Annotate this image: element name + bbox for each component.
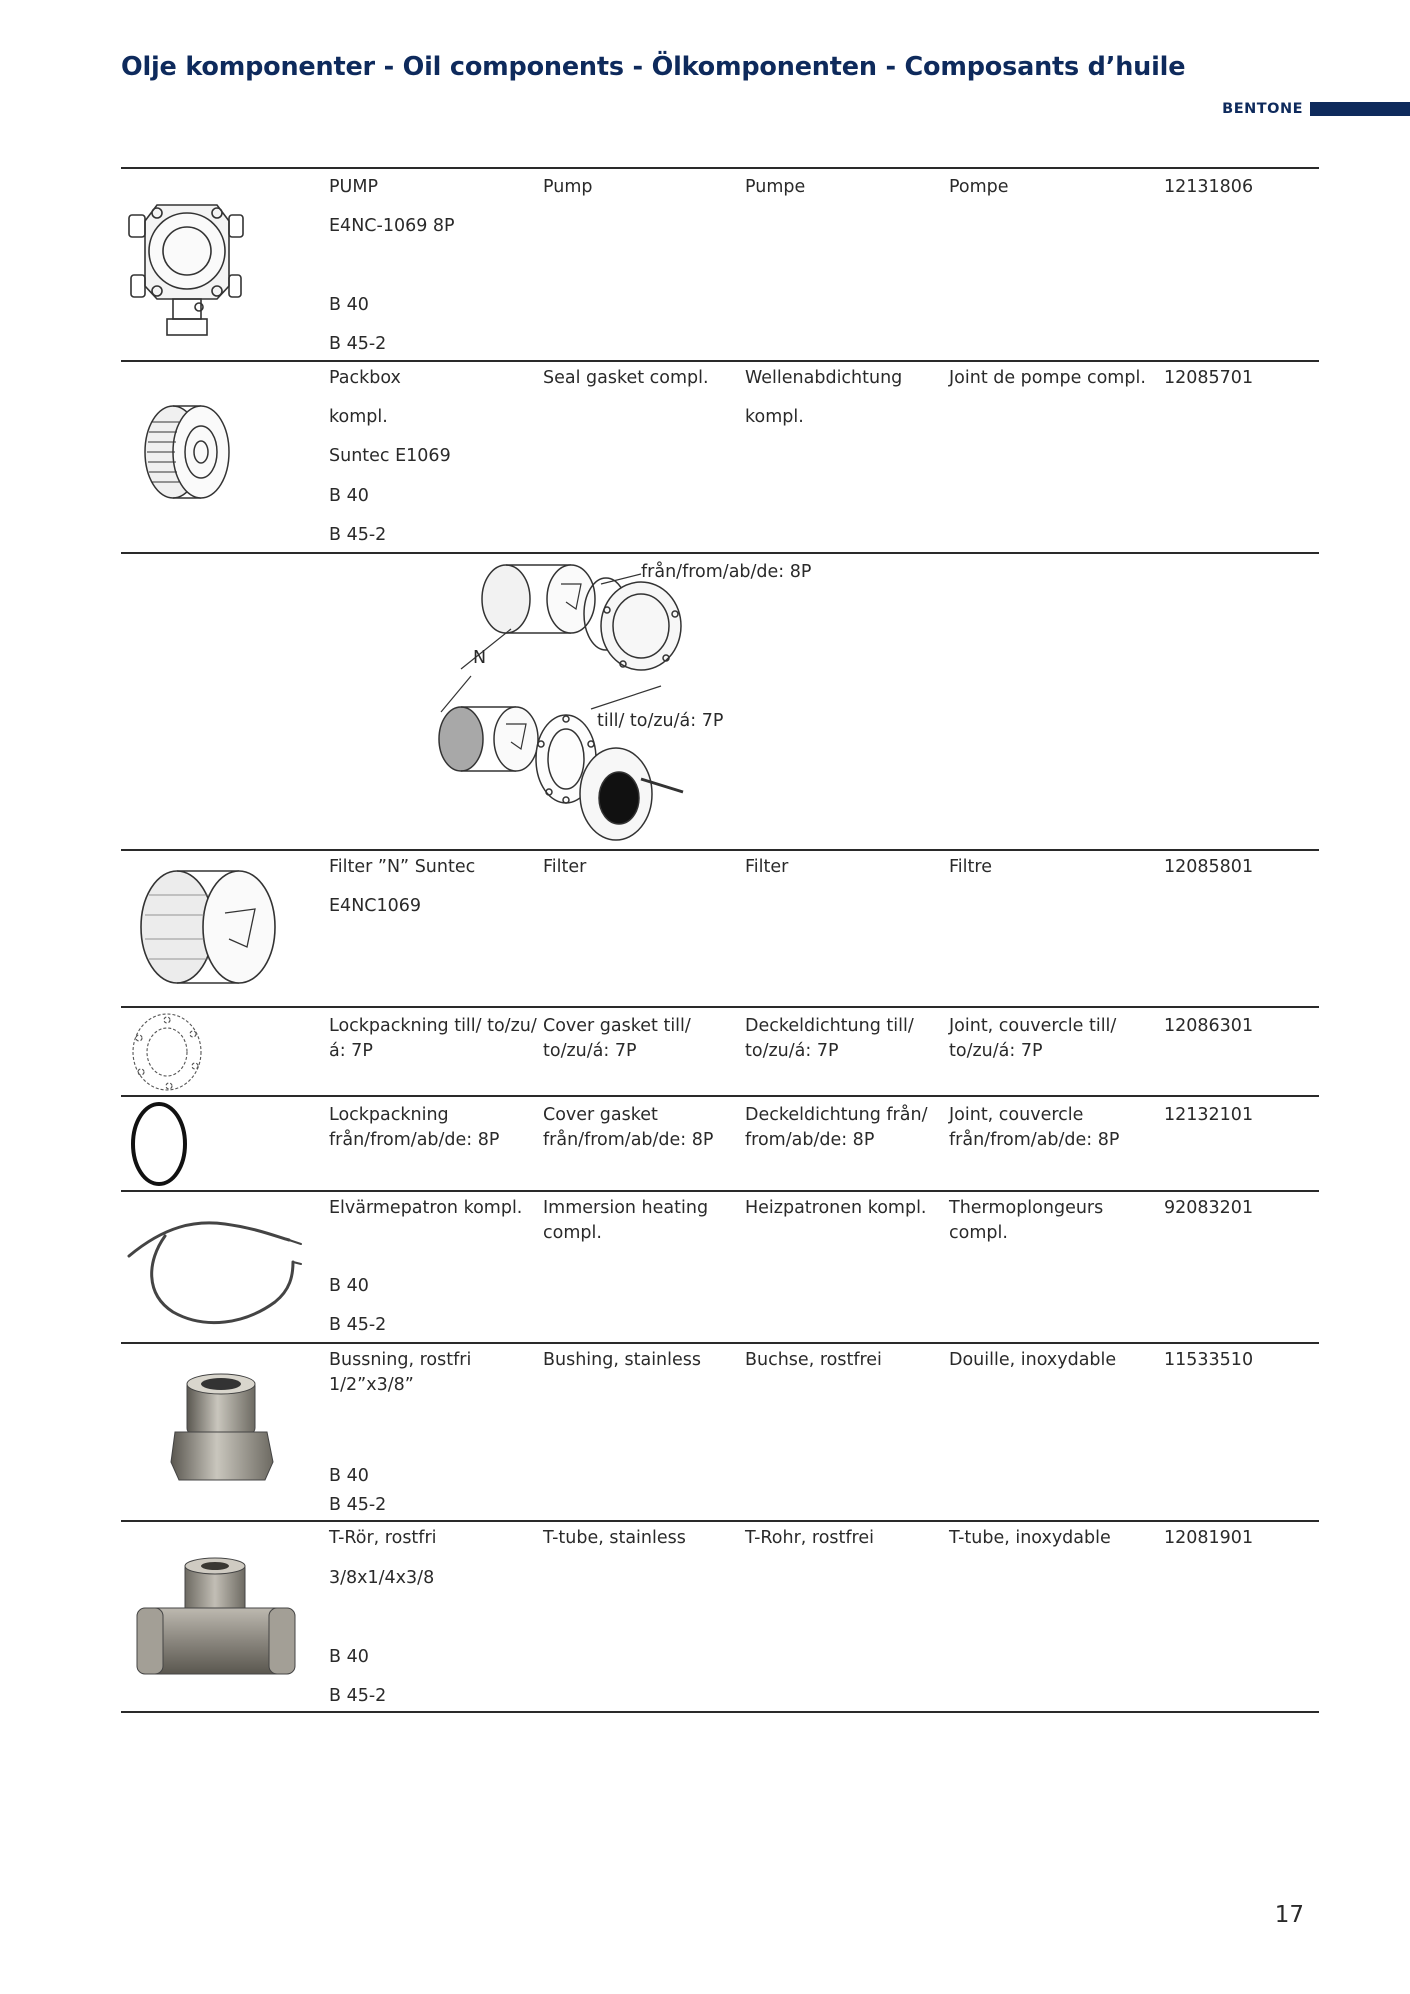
- swedish-name: Lockpackning från/from/ab/de: 8P: [329, 1105, 500, 1150]
- french-name: Joint de pompe compl.: [949, 368, 1146, 388]
- model-b40: B 40: [329, 486, 369, 506]
- swedish-name: Filter ”N” Suntec: [329, 857, 476, 877]
- brand-bar: [1310, 102, 1410, 116]
- model-b45: B 45-2: [329, 525, 387, 545]
- table-row: [121, 360, 1319, 552]
- article-number: 12086301: [1164, 1016, 1254, 1036]
- german-name: Deckeldichtung till/ to/zu/á: 7P: [745, 1016, 914, 1061]
- english-name: T-tube, stainless: [543, 1528, 686, 1548]
- model-b40: B 40: [329, 295, 369, 315]
- dimensions: 3/8x1/4x3/8: [329, 1568, 435, 1588]
- english-name: Bushing, stainless: [543, 1350, 702, 1370]
- german-name: Deckeldichtung från/ from/ab/de: 8P: [745, 1105, 928, 1150]
- table-row: [121, 1342, 1319, 1520]
- page-number: 17: [1274, 1902, 1304, 1928]
- brand-mark: [1222, 100, 1410, 117]
- english-name: Cover gasket från/from/ab/de: 8P: [543, 1105, 714, 1150]
- french-name: Douille, inoxydable: [949, 1350, 1117, 1370]
- model-number: E4NC1069: [329, 896, 422, 916]
- french-name: T-tube, inoxydable: [949, 1528, 1111, 1548]
- french-name: Filtre: [949, 857, 992, 877]
- article-number: 92083201: [1164, 1198, 1254, 1218]
- article-number: 12085801: [1164, 857, 1254, 877]
- german-name-2: kompl.: [745, 407, 804, 427]
- english-name: Pump: [543, 177, 593, 197]
- article-number: 12081901: [1164, 1528, 1254, 1548]
- swedish-name: Packbox: [329, 368, 401, 388]
- swedish-name: Elvärmepatron kompl.: [329, 1198, 523, 1218]
- model-number: Suntec E1069: [329, 446, 451, 466]
- model-number: E4NC-1069 8P: [329, 216, 455, 236]
- swedish-name: Lockpackning till/ to/zu/á: 7P: [329, 1016, 537, 1061]
- model-b45: B 45-2: [329, 1315, 387, 1335]
- label-7p: till/ to/zu/á: 7P: [597, 711, 724, 731]
- english-name: Immersion heating compl.: [543, 1198, 709, 1243]
- french-name: Joint, couvercle till/ to/zu/á: 7P: [949, 1016, 1117, 1061]
- article-number: 11533510: [1164, 1350, 1254, 1370]
- table-row: [121, 1006, 1319, 1095]
- french-name: Joint, couvercle från/from/ab/de: 8P: [949, 1105, 1120, 1150]
- swedish-name-2: kompl.: [329, 407, 388, 427]
- model-b40: B 40: [329, 1466, 369, 1486]
- table-row: [121, 849, 1319, 1006]
- table-row: [121, 167, 1319, 360]
- article-number: 12085701: [1164, 368, 1254, 388]
- label-8p: från/from/ab/de: 8P: [641, 562, 812, 582]
- english-name: Cover gasket till/ to/zu/á: 7P: [543, 1016, 691, 1061]
- german-name: Filter: [745, 857, 789, 877]
- model-b45: B 45-2: [329, 1495, 387, 1515]
- model-b40: B 40: [329, 1276, 369, 1296]
- swedish-name: T-Rör, rostfri: [329, 1528, 437, 1548]
- table-row: [121, 1520, 1319, 1713]
- french-name: Pompe: [949, 177, 1009, 197]
- english-name: Seal gasket compl.: [543, 368, 709, 388]
- english-name: Filter: [543, 857, 587, 877]
- german-name: Pumpe: [745, 177, 806, 197]
- model-b45: B 45-2: [329, 334, 387, 354]
- diagram-section: [121, 552, 1319, 849]
- filter-assembly-diagram-icon: [121, 554, 1319, 850]
- french-name: Thermoplongeurs compl.: [949, 1198, 1104, 1243]
- page-title: Olje komponenter - Oil components - Ölkomponenten - Composants d’huile: [121, 52, 1186, 82]
- article-number: 12131806: [1164, 177, 1254, 197]
- brand-name: BENTONE: [1222, 100, 1303, 117]
- swedish-name: PUMP: [329, 177, 379, 197]
- german-name: Wellenabdichtung: [745, 368, 903, 388]
- german-name: Buchse, rostfrei: [745, 1350, 882, 1370]
- german-name: Heizpatronen kompl.: [745, 1198, 927, 1218]
- label-n: N: [473, 648, 487, 668]
- swedish-name: Bussning, rostfri 1/2”x3/8”: [329, 1350, 472, 1395]
- article-number: 12132101: [1164, 1105, 1254, 1125]
- model-b40: B 40: [329, 1647, 369, 1667]
- model-b45: B 45-2: [329, 1686, 387, 1706]
- german-name: T-Rohr, rostfrei: [745, 1528, 874, 1548]
- table-row: [121, 1095, 1319, 1190]
- table-row: [121, 1190, 1319, 1342]
